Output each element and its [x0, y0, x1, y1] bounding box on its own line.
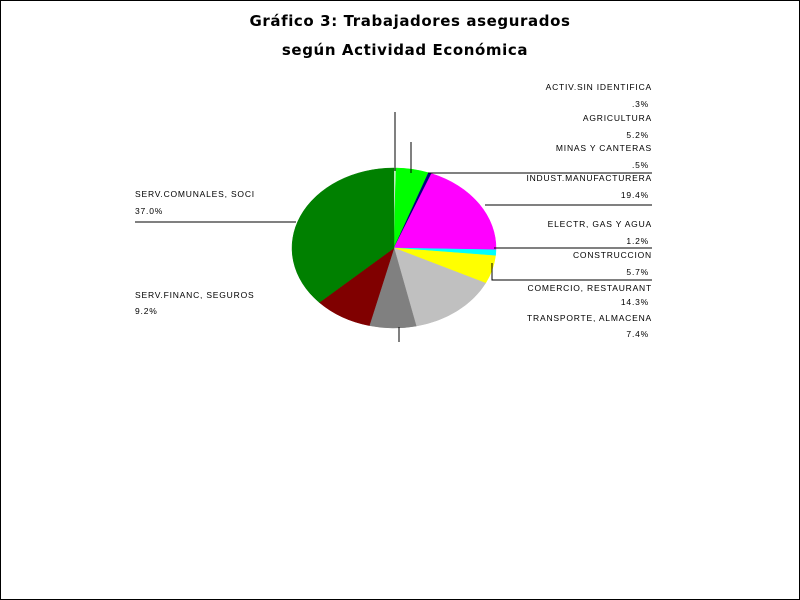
slice-value-activ-sin-identifica: .3%	[631, 99, 649, 109]
slice-label-electr-gas-y-agua: ELECTR, GAS Y AGUA	[547, 219, 652, 229]
pie-chart	[1, 1, 799, 599]
slice-value-electr-gas-y-agua: 1.2%	[626, 236, 649, 246]
slice-value-serv-comunales-soci: 37.0%	[135, 206, 164, 216]
slice-label-indust-manufacturera: INDUST.MANUFACTURERA	[526, 173, 652, 183]
slice-label-agricultura: AGRICULTURA	[582, 113, 652, 123]
slice-label-activ-sin-identifica: ACTIV.SIN IDENTIFICA	[545, 82, 652, 92]
slice-value-indust-manufacturera: 19.4%	[620, 190, 649, 200]
chart-title-line-1: Gráfico 3: Trabajadores asegurados	[249, 12, 571, 30]
pie-slices	[292, 168, 496, 328]
slice-value-minas-y-canteras: .5%	[631, 160, 649, 170]
slice-value-serv-financ-seguros: 9.2%	[135, 306, 158, 316]
slice-label-serv-financ-seguros: SERV.FINANC, SEGUROS	[135, 290, 255, 300]
slice-label-minas-y-canteras: MINAS Y CANTERAS	[555, 143, 652, 153]
slice-value-agricultura: 5.2%	[626, 130, 649, 140]
slice-label-construccion: CONSTRUCCION	[572, 250, 652, 260]
slice-value-construccion: 5.7%	[626, 267, 649, 277]
slice-label-transporte-almacena: TRANSPORTE, ALMACENA	[527, 313, 652, 323]
slice-label-serv-comunales-soci: SERV.COMUNALES, SOCI	[135, 189, 255, 199]
slice-label-comercio-restaurant: COMERCIO, RESTAURANT	[527, 283, 652, 293]
slice-value-transporte-almacena: 7.4%	[626, 329, 649, 339]
chart-title-line-2: según Actividad Económica	[281, 41, 529, 59]
slice-value-comercio-restaurant: 14.3%	[620, 297, 649, 307]
